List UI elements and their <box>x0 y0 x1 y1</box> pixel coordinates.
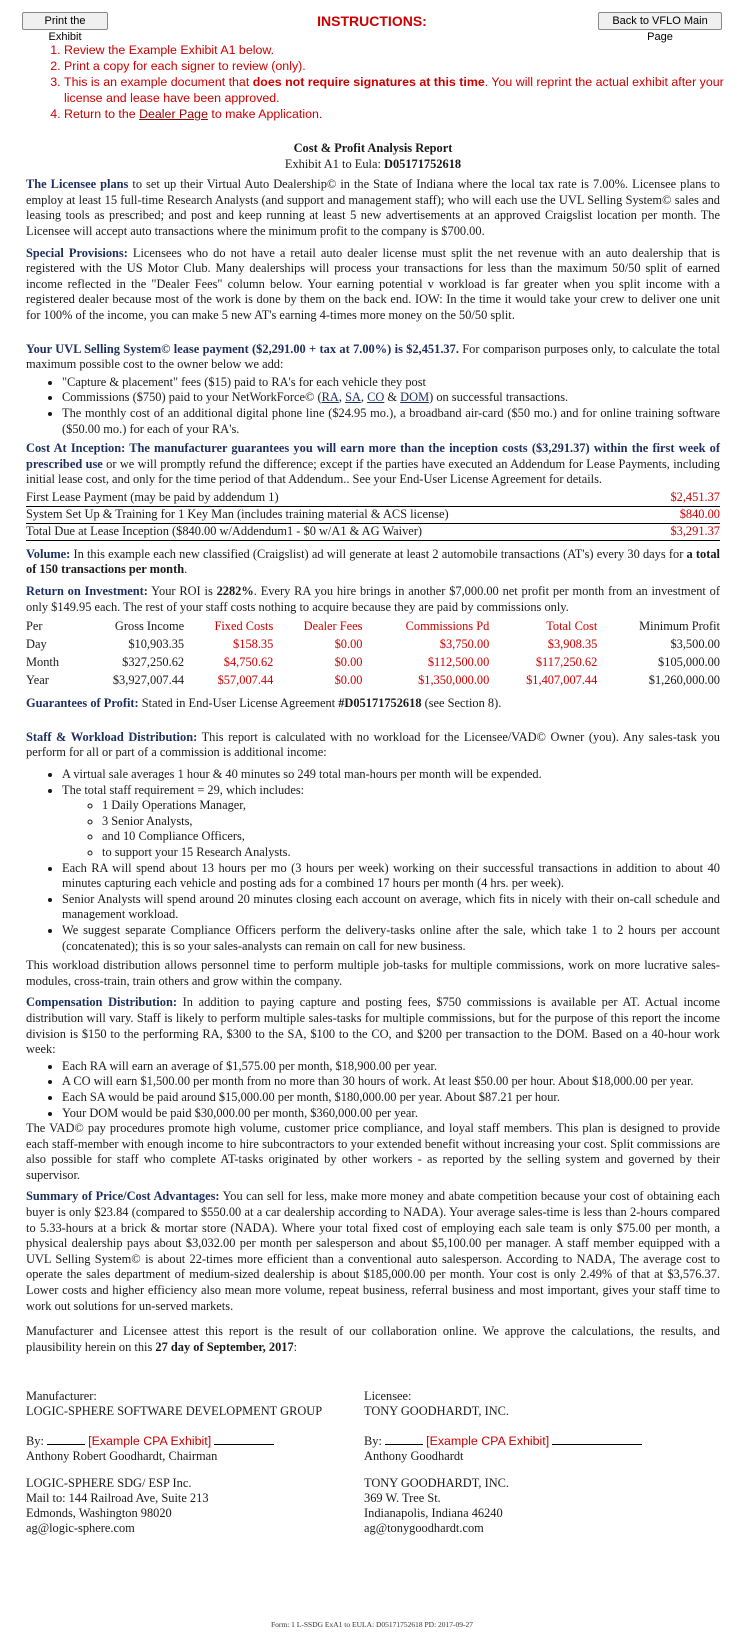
column-header: Dealer Fees <box>303 619 363 634</box>
special-provisions-text: Licensees who do not have a retail auto dealer license must split the net revenue with an auto dealership that is registered with the US Motor Club. Many dealerships will process your transactions for less than the maximum 50/50 split of earned income reflected in the "Dealer Fees" column below. Your earning potential v workload is far greater when you split income with a registered dealer because most of the work is done by them on the back end. IOW: In the time it would take your crew to deliver one unit for 100% of the income, you can make 5 new AT's earning 4-times more money on the 50/50 split. <box>26 245 721 322</box>
inception-paragraph <box>26 441 720 488</box>
list-item <box>62 783 720 861</box>
table-cell: Day <box>26 637 47 652</box>
inception-costs-table <box>26 490 720 541</box>
abbr-co: CO <box>367 390 385 405</box>
column-header: Gross Income <box>114 619 185 634</box>
licensee-company: TONY GOODHARDT, INC. <box>364 1476 510 1490</box>
manufacturer-role: Manufacturer: <box>26 1389 97 1403</box>
table-cell: $0.00 <box>334 655 363 670</box>
table-cell: $1,407,007.44 <box>526 673 598 688</box>
abbr-dom: DOM <box>400 390 430 405</box>
list-item: • Senior Analysts will spend around 20 minutes closing each account on average, which fits in nicely with their on-call schedule and management workload. <box>62 892 720 923</box>
list-item: • A virtual sale averages 1 hour & 40 minutes so 249 total man-hours per month will be expended. <box>62 767 720 783</box>
table-cell: $0.00 <box>334 673 363 688</box>
attest-text-end: : <box>293 1339 298 1354</box>
table-cell: $327,250.62 <box>122 655 185 670</box>
back-to-main-button[interactable]: Back to VFLO Main Page <box>598 12 722 30</box>
list-item: • "Capture & placement" fees ($15) paid to RA's for each vehicle they post <box>62 375 720 391</box>
licensee-plans-text: to set up their Virtual Auto Dealership© in the State of Indiana where the local tax rate is 7.00%. Licensee plans to employ at least 15 full-time Research Analysts (and support and management staff); who will each use the UVL Selling System© sales and leasing tools as prescribed; and post and keep running at least 5 new advertisements at an approved Craigslist location per month. The Licensee will accept auto transactions where the minimum profit to the company is $700.00. <box>26 177 720 238</box>
table-row <box>26 506 720 523</box>
summary-text: You can sell for less, make more money and abate competition because your cost of obtaining each buyer is only $23.84 (compared to $550.00 at a car dealership according to NADA). Your average sales-time is less than 2-hours compared to 5.33-hours at a brick & mortar store (NADA). Where your total fixed cost of employing each sale team is only $75.00 per month, a physical dealership pays about $3,032.00 per month per salesperson and about $5,100.00 per manager. A staff member equipped with a UVL Selling System© is about 22-times more efficient than a conventional auto salesperson. According to NADA, The average cost to operate the sales department of medium-sized dealership is about $185,000.00 per month. Your cost is only 2.49% of that at $3,576.37. Lower costs and higher efficiency also mean more volume, repeat business, referral business and most important, gives your staff time to work out solutions for un-served markets. <box>26 1189 721 1313</box>
table-cell: $3,750.00 <box>439 637 490 652</box>
staff-text: This report is calculated with no workload for the Licensee/VAD© Owner (you). Any sales-task you perform for all or part of a commission is additional income: <box>26 729 720 760</box>
summary-paragraph <box>26 1189 720 1314</box>
staff-list <box>26 767 720 954</box>
summary-heading: Summary of Price/Cost Advantages: <box>26 1189 220 1204</box>
guarantees-paragraph <box>26 696 720 712</box>
dealer-page-link[interactable]: Dealer Page <box>139 107 208 121</box>
table-cell: $117,250.62 <box>535 655 598 670</box>
volume-paragraph <box>26 547 720 578</box>
licensee-role: Licensee: <box>364 1389 412 1403</box>
table-row <box>26 654 720 672</box>
manufacturer-signer: Anthony Robert Goodhardt, Chairman <box>26 1449 218 1463</box>
manufacturer-by-line <box>26 1434 356 1449</box>
lease-payment-paragraph <box>26 342 720 373</box>
commissions-text: Commissions ($750) paid to your NetWorkForce© ( <box>62 390 322 405</box>
inception-text: or we will promptly refund the difference; except if the parties have executed an Addendum for Lease Payments, including initial lease cost, and only for the time period of that Addendum.. See your End-User License Agreement for details. <box>26 456 720 487</box>
cost-label: System Set Up & Training for 1 Key Man (includes training material & ACS license) <box>26 506 647 523</box>
cost-label: First Lease Payment (may be paid by addendum 1) <box>26 490 279 505</box>
column-header: Commissions Pd <box>405 619 490 634</box>
volume-text: In this example each new classified (Craigslist) ad will generate at least 2 automobile transactions (AT's) every 30 days for <box>70 546 687 561</box>
example-signature: [Example CPA Exhibit] <box>426 1434 550 1448</box>
licensee-by-line <box>364 1434 694 1449</box>
staff-heading: Staff & Workload Distribution: <box>26 729 198 744</box>
roi-paragraph <box>26 584 720 615</box>
cost-amount: $840.00 <box>647 506 720 523</box>
lease-payment-text: For comparison purposes only, to calculate the total maximum possible cost to the owner below we add: <box>26 341 720 372</box>
list-item: • Your DOM would be paid $30,000.00 per month, $360,000.00 per year. <box>62 1106 720 1122</box>
instruction-item-2: 2. Print a copy for each signer to review (only). <box>64 58 744 74</box>
table-cell: $105,000.00 <box>658 655 720 670</box>
table-header-row <box>26 618 720 636</box>
guarantees-heading: Guarantees of Profit: <box>26 696 139 711</box>
staff-after-paragraph: This workload distribution allows personnel time to perform multiple job-tasks for multiple commissions, work on more lucrative sales-modules, cross-train, train others and grow within the company. <box>26 958 720 988</box>
volume-heading: Volume: <box>26 546 71 561</box>
instruction-3-bold: does not require signatures at this time <box>252 75 485 89</box>
subtitle-label: Exhibit A1 to Eula: <box>284 156 384 171</box>
table-cell: Year <box>26 673 49 688</box>
column-header: Total Cost <box>546 619 598 634</box>
table-cell: $112,500.00 <box>427 655 490 670</box>
attest-date: 27 day of September, 2017 <box>155 1339 294 1354</box>
attest-text: Manufacturer and Licensee attest this report is the result of our collaboration online. We approve the calculations, the results, and plausibility herein on this <box>26 1324 720 1354</box>
table-cell: $57,007.44 <box>217 673 274 688</box>
financials-table <box>26 618 720 690</box>
guarantees-text-end: (see Section 8). <box>421 696 502 711</box>
form-footer: Form: 1 L-SSDG ExA1 to EULA: D05171752618 PD: 2017-09-27 <box>270 1620 474 1629</box>
instructions-title: INSTRUCTIONS: <box>317 13 427 29</box>
lease-payment-heading: Your UVL Selling System© lease payment ($2,291.00 + tax at 7.00%) is $2,451.37. <box>26 341 459 356</box>
table-cell: $3,908.35 <box>547 637 598 652</box>
list-item: • We suggest separate Compliance Officers perform the delivery-tasks online after the sale, which take 1 to 2 hours per account (concatenated); this is so your sales-analysts can remain on call for new business. <box>62 923 720 954</box>
special-provisions-heading: Special Provisions: <box>26 245 128 260</box>
instruction-3-text-end: . You will reprint the actual exhibit after your license and lease have been approved. <box>64 75 724 105</box>
commissions-text-end: ) on successful transactions. <box>429 390 569 405</box>
compensation-paragraph <box>26 995 720 1057</box>
roi-heading: Return on Investment: <box>26 584 148 599</box>
table-cell: $1,350,000.00 <box>418 673 490 688</box>
instruction-item-4 <box>64 106 744 122</box>
licensee-signature <box>364 1389 694 1536</box>
staff-sub-list <box>62 798 720 860</box>
licensee-address-2: Indianapolis, Indiana 46240 <box>364 1506 503 1520</box>
staff-paragraph <box>26 730 720 761</box>
inception-heading: Cost At Inception: <box>26 441 126 456</box>
eula-id: D05171752618 <box>384 156 462 171</box>
table-row <box>26 490 720 507</box>
abbr-ra: RA <box>321 390 339 405</box>
cost-label: Total Due at Lease Inception ($840.00 w/Addendum1 - $0 w/A1 & AG Waiver) <box>26 523 647 540</box>
table-cell: $3,927,007.44 <box>112 673 185 688</box>
list-item: ◦ and 10 Compliance Officers, <box>102 829 720 845</box>
guarantees-text: Stated in End-User License Agreement <box>138 696 339 711</box>
manufacturer-signature <box>26 1389 356 1536</box>
roi-text-end: . Every RA you hire brings in another $7,000.00 net profit per month from an investment of only $149.95 each. The rest of your staff costs nothing to acquire because they are paid by commissions only. <box>26 584 720 614</box>
instruction-item-1: 1. Review the Example Exhibit A1 below. <box>64 42 744 58</box>
list-item: ◦ to support your 15 Research Analysts. <box>102 845 720 861</box>
guarantees-eula: #D05171752618 <box>338 696 422 711</box>
compensation-heading: Compensation Distribution: <box>26 995 177 1010</box>
special-provisions-paragraph <box>26 246 720 324</box>
compensation-text: In addition to paying capture and posting fees, $750 commissions is available per AT. Actual income distribution will vary. Staff is likely to perform multiple sales-tasks for multiple commissions, but for the purpose of this report the income division is $150 to the performing RA, $300 to the SA, $100 to the CO, and $200 per transaction to the DOM. Based on a 40-hour work week: <box>26 995 720 1057</box>
staff-requirement-text: The total staff requirement = 29, which includes: <box>62 782 305 797</box>
licensee-email: ag@tonygoodhardt.com <box>364 1521 484 1535</box>
volume-end: . <box>184 562 188 577</box>
report-subtitle <box>26 157 720 173</box>
manufacturer-company: LOGIC-SPHERE SDG/ ESP Inc. <box>26 1476 192 1490</box>
instruction-3-text: This is an example document that <box>64 75 253 89</box>
cost-additions-list <box>26 375 720 437</box>
licensee-signer: Anthony Goodhardt <box>364 1449 464 1463</box>
manufacturer-name: LOGIC-SPHERE SOFTWARE DEVELOPMENT GROUP <box>26 1404 323 1418</box>
table-cell: $4,750.62 <box>223 655 274 670</box>
list-item: • Each SA would be paid around $15,000.00 per month, $180,000.00 per year. About $87.21 per hour. <box>62 1090 720 1106</box>
column-header: Fixed Costs <box>214 619 274 634</box>
inception-guarantee: The manufacturer guarantees you will earn more than the inception costs ($3,291.37) within the first week of prescribed use <box>26 441 721 471</box>
abbr-sa: SA <box>345 390 361 405</box>
table-cell: $1,260,000.00 <box>648 673 720 688</box>
list-item: ◦ 1 Daily Operations Manager, <box>102 798 720 814</box>
table-cell: $3,500.00 <box>670 637 720 652</box>
cost-amount: $2,451.37 <box>670 490 720 505</box>
by-label: By: <box>26 1434 44 1448</box>
list-item: • A CO will earn $1,500.00 per month from no more than 30 hours of work. At least $50.00 per hour. About $18,000.00 per year. <box>62 1074 720 1090</box>
table-cell: $10,903.35 <box>128 637 185 652</box>
signature-block <box>26 1389 720 1539</box>
column-header: Per <box>26 619 43 634</box>
table-row <box>26 636 720 654</box>
attest-paragraph <box>26 1324 720 1355</box>
licensee-plans-heading: The Licensee plans <box>26 177 129 192</box>
table-cell: $158.35 <box>233 637 274 652</box>
list-item: ◦ 3 Senior Analysts, <box>102 814 720 830</box>
licensee-address-1: 369 W. Tree St. <box>364 1491 441 1505</box>
instruction-4-text: Return to the <box>64 107 140 121</box>
table-cell: $0.00 <box>334 637 363 652</box>
instructions-list <box>24 42 744 122</box>
list-item: • The monthly cost of an additional digital phone line ($24.95 mo.), a broadband air-card ($50 mo.) and for online training software ($50.00 mo.) for each of your RA's. <box>62 406 720 437</box>
cost-amount: $3,291.37 <box>647 523 720 540</box>
list-item: • Each RA will spend about 13 hours per mo (3 hours per week) working on their successful transactions in addition to about 40 minutes capturing each vehicle and posting ads for a combined 17 hours per month (4 hrs. per week). <box>62 861 720 892</box>
print-exhibit-button[interactable]: Print the Exhibit <box>22 12 108 30</box>
list-item: • Commissions ($750) paid to your NetWorkForce© (RA, SA, CO & DOM) on successful transactions. <box>62 390 720 406</box>
manufacturer-email: ag@logic-sphere.com <box>26 1521 135 1535</box>
report-title: Cost & Profit Analysis Report <box>293 141 453 155</box>
table-row <box>26 672 720 690</box>
report-body <box>26 141 720 1361</box>
instruction-item-3 <box>64 74 744 106</box>
instruction-4-text-end: to make Application. <box>207 107 323 121</box>
licensee-plans-paragraph <box>26 177 720 239</box>
table-row <box>26 523 720 540</box>
column-header: Minimum Profit <box>639 619 720 634</box>
by-label: By: <box>364 1434 382 1448</box>
manufacturer-address-2: Edmonds, Washington 98020 <box>26 1506 172 1520</box>
example-signature: [Example CPA Exhibit] <box>88 1434 212 1448</box>
table-cell: Month <box>26 655 60 670</box>
compensation-after-paragraph: The VAD© pay procedures promote high volume, customer price compliance, and loyal staff members. This plan is designed to provide each staff-member with enough income to hire subcontractors to your extended benefit without increasing your cost. Split commissions are also possible for staff who complete AT-tasks originated by other workers - as reported by the selling system and governed by their supervisor. <box>26 1121 720 1182</box>
volume-bold: a total of 150 transactions per month <box>26 546 720 577</box>
licensee-name: TONY GOODHARDT, INC. <box>364 1404 510 1418</box>
roi-value: 2282% <box>216 584 254 599</box>
list-item: • Each RA will earn an average of $1,575.00 per month, $18,900.00 per year. <box>62 1059 720 1075</box>
roi-text: Your ROI is <box>147 584 217 599</box>
manufacturer-address-1: Mail to: 144 Railroad Ave, Suite 213 <box>26 1491 209 1505</box>
compensation-list <box>26 1059 720 1121</box>
